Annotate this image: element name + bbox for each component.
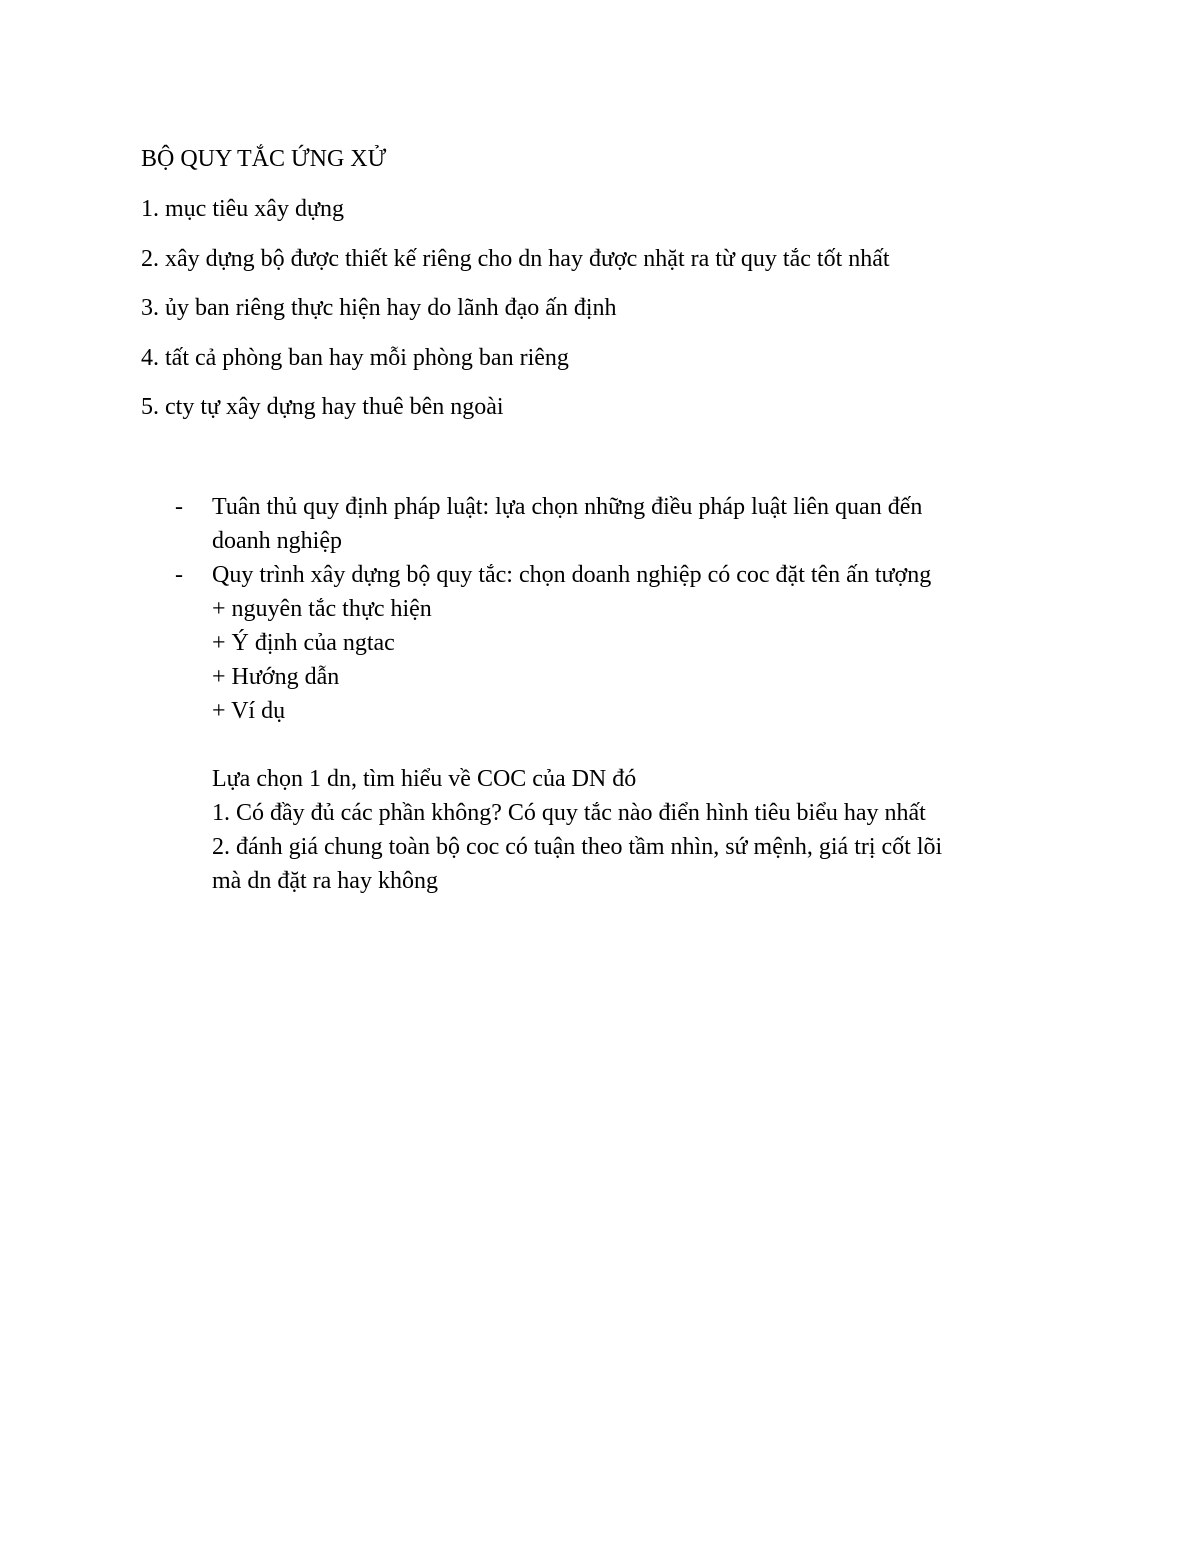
bullet-1-line-2: doanh nghiệp — [212, 528, 342, 554]
numbered-item-5: 5. cty tự xây dựng hay thuê bên ngoài — [141, 394, 504, 420]
task-item-2-line-2: mà dn đặt ra hay không — [212, 868, 438, 894]
bullet-marker-2: - — [175, 562, 183, 588]
numbered-item-1: 1. mục tiêu xây dựng — [141, 196, 344, 222]
task-item-1: 1. Có đầy đủ các phần không? Có quy tắc nào điển hình tiêu biểu hay nhất — [212, 800, 926, 826]
plus-item-4: + Ví dụ — [212, 698, 286, 724]
numbered-item-2: 2. xây dựng bộ được thiết kế riêng cho dn hay được nhặt ra từ quy tắc tốt nhất — [141, 246, 890, 272]
plus-item-3: + Hướng dẫn — [212, 664, 340, 690]
bullet-marker-1: - — [175, 494, 183, 520]
numbered-item-4: 4. tất cả phòng ban hay mỗi phòng ban riêng — [141, 345, 569, 371]
task-heading: Lựa chọn 1 dn, tìm hiểu về COC của DN đó — [212, 766, 637, 792]
bullet-1-line-1: Tuân thủ quy định pháp luật: lựa chọn những điều pháp luật liên quan đến — [212, 494, 923, 520]
plus-item-1: + nguyên tắc thực hiện — [212, 596, 432, 622]
numbered-item-3: 3. ủy ban riêng thực hiện hay do lãnh đạo ấn định — [141, 295, 617, 321]
task-item-2-line-1: 2. đánh giá chung toàn bộ coc có tuận theo tầm nhìn, sứ mệnh, giá trị cốt lõi — [212, 834, 943, 860]
plus-item-2: + Ý định của ngtac — [212, 630, 395, 656]
bullet-2-line-1: Quy trình xây dựng bộ quy tắc: chọn doanh nghiệp có coc đặt tên ấn tượng — [212, 562, 932, 588]
document-title: BỘ QUY TẮC ỨNG XỬ — [141, 146, 387, 172]
